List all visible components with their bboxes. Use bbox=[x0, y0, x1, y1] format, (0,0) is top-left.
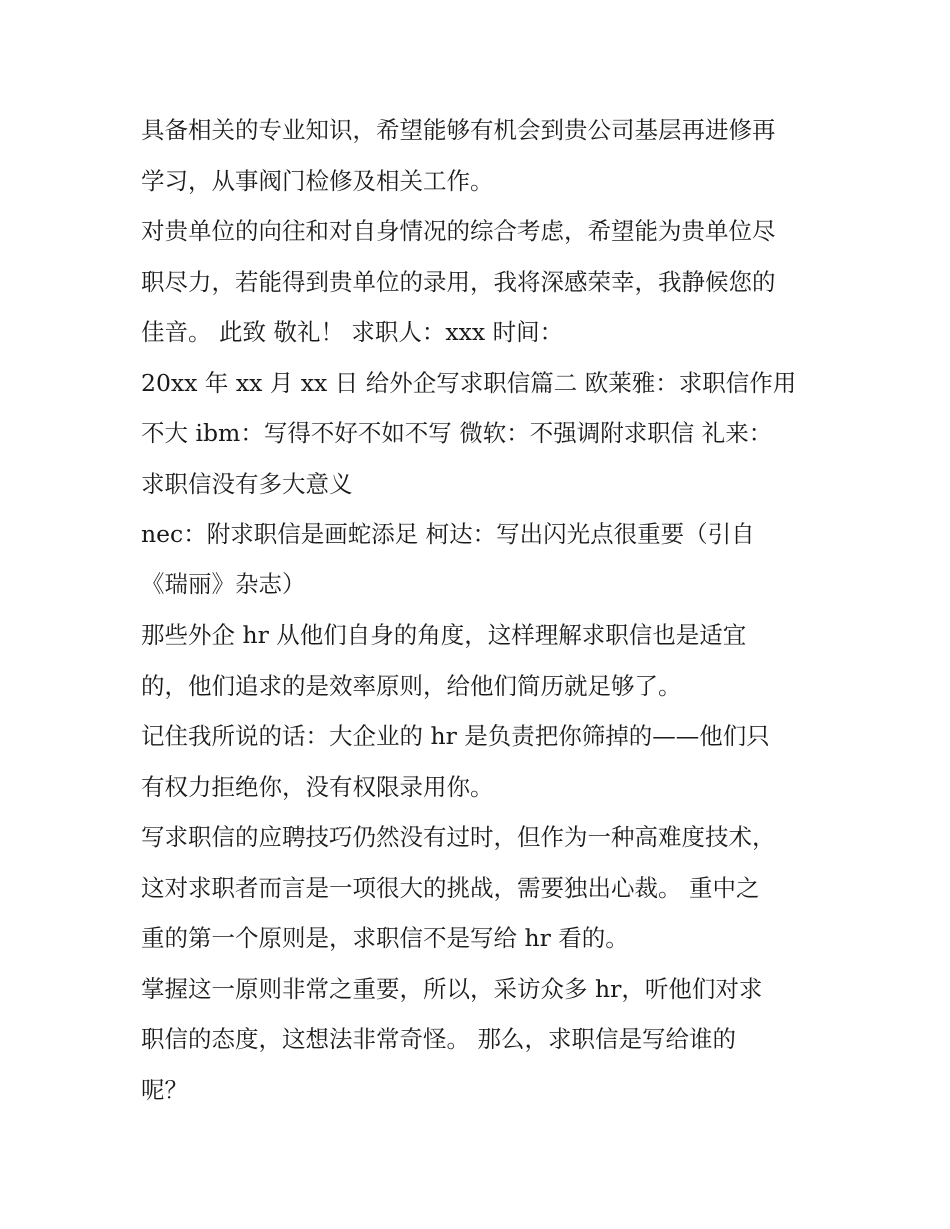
text-line: 求职信没有多大意义 bbox=[141, 470, 353, 498]
text-line: 写求职信的应聘技巧仍然没有过时，但作为一种高难度技术， bbox=[141, 823, 776, 851]
text-line: 佳音。 此致 敬礼！ 求职人：xxx 时间： bbox=[141, 318, 564, 346]
text-line: 呢？ bbox=[141, 1076, 188, 1104]
text-line: 不大 ibm：写得不好不如不写 微软：不强调附求职信 礼来： bbox=[141, 419, 773, 447]
text-line: 重的第一个原则是，求职信不是写给 hr 看的。 bbox=[141, 924, 629, 952]
text-line: 具备相关的专业知识，希望能够有机会到贵公司基层再进修再 bbox=[141, 116, 776, 144]
text-line: nec：附求职信是画蛇添足 柯达：写出闪光点很重要（引自 bbox=[141, 520, 755, 548]
text-line: 那些外企 hr 从他们自身的角度，这样理解求职信也是适宜 bbox=[141, 621, 747, 649]
text-line: 职尽力，若能得到贵单位的录用，我将深感荣幸，我静候您的 bbox=[141, 268, 776, 296]
text-line: 有权力拒绝你，没有权限录用你。 bbox=[141, 773, 494, 801]
text-line: 对贵单位的向往和对自身情况的综合考虑，希望能为贵单位尽 bbox=[141, 217, 776, 245]
text-line: 掌握这一原则非常之重要，所以，采访众多 hr，听他们对求 bbox=[141, 975, 763, 1003]
text-line: 这对求职者而言是一项很大的挑战，需要独出心裁。 重中之 bbox=[141, 874, 760, 902]
text-line: 20xx 年 xx 月 xx 日 给外企写求职信篇二 欧莱雅：求职信作用 bbox=[141, 369, 797, 397]
text-line: 职信的态度，这想法非常奇怪。 那么，求职信是写给谁的 bbox=[141, 1025, 736, 1053]
text-line: 学习，从事阀门检修及相关工作。 bbox=[141, 167, 494, 195]
text-line: 记住我所说的话：大企业的 hr 是负责把你筛掉的——他们只 bbox=[141, 722, 770, 750]
text-line: 的，他们追求的是效率原则，给他们简历就足够了。 bbox=[141, 672, 682, 700]
text-line: 《瑞丽》杂志） bbox=[141, 570, 306, 598]
